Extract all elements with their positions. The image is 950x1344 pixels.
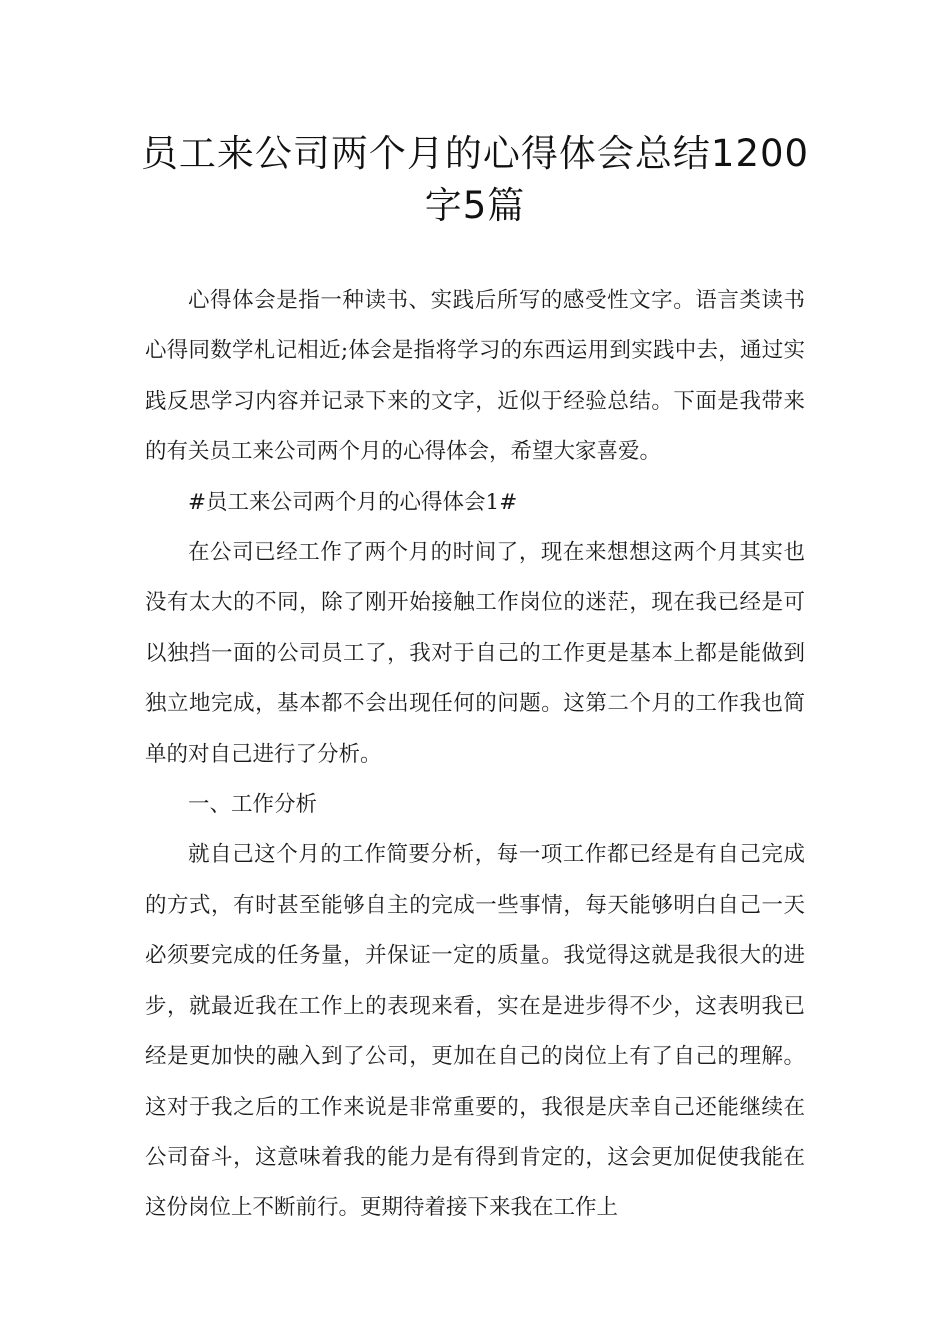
document-body <box>145 276 805 1234</box>
document-title <box>120 128 830 232</box>
body-paragraph: 在公司已经工作了两个月的时间了，现在来想想这两个月其实也没有太大的不同，除了刚开始接触工作岗位的迷茫，现在我已经是可以独挡一面的公司员工了，我对于自己的工作更是基本上都是能做到独立地完成，基本都不会出现任何的问题。这第二个月的工作我也简单的对自己进行了分析。 <box>145 540 805 767</box>
body-paragraph: 就自己这个月的工作简要分析，每一项工作都已经是有自己完成的方式，有时甚至能够自主的完成一些事情，每天能够明白自己一天必须要完成的任务量，并保证一定的质量。我觉得这就是我很大的进步，就最近我在工作上的表现来看，实在是进步得不少，这表明我已经是更加快的融入到了公司，更加在自己的岗位上有了自己的理解。这对于我之后的工作来说是非常重要的，我很是庆幸自己还能继续在公司奋斗，这意味着我的能力是有得到肯定的，这会更加促使我能在这份岗位上不断前行。更期待着接下来我在工作上 <box>145 842 805 1221</box>
title-line-2: 字5篇 <box>424 184 526 227</box>
section-heading-1: #员工来公司两个月的心得体会1# <box>188 489 518 515</box>
subheading-work-analysis: 一、工作分析 <box>188 792 318 818</box>
title-line-1: 员工来公司两个月的心得体会总结1200 <box>140 132 810 175</box>
intro-paragraph: 心得体会是指一种读书、实践后所写的感受性文字。语言类读书心得同数学札记相近;体会是指将学习的东西运用到实践中去，通过实践反思学习内容并记录下来的文字，近似于经验总结。下面是我带来的有关员工来公司两个月的心得体会，希望大家喜爱。 <box>145 288 805 465</box>
